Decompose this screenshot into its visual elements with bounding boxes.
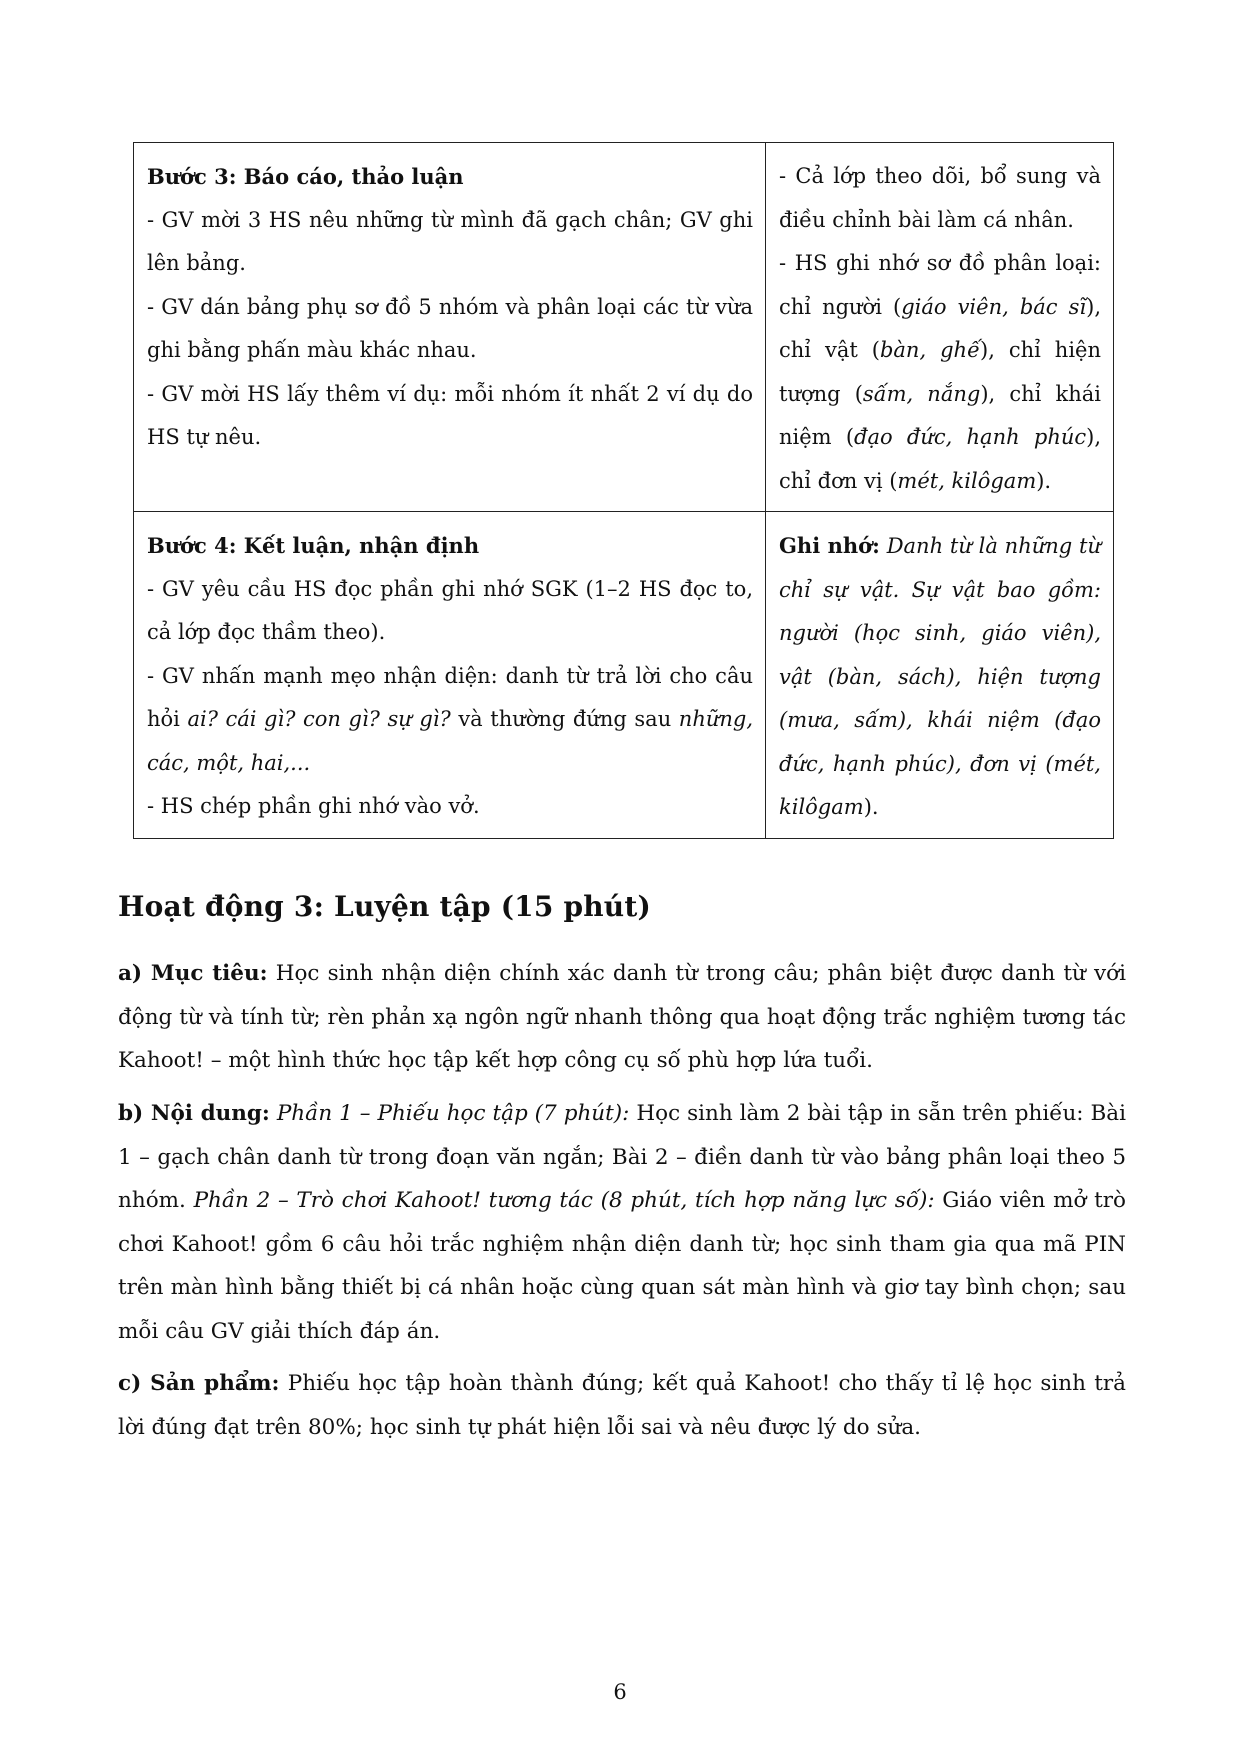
note-italic: mét, kilôgam	[779, 751, 1101, 819]
text-run: ), chỉ đơn vị (	[779, 425, 1102, 493]
step3-teacher-cell	[134, 143, 766, 512]
table-row	[134, 143, 1114, 512]
section-heading: Hoạt động 3: Luyện tập (15 phút)	[118, 890, 651, 923]
text-run: ), chỉ hiện tượng (	[779, 338, 1102, 406]
example-italic: bàn, ghế	[879, 338, 980, 362]
part1-text: Học sinh làm 2 bài tập in sẵn trên phiếu: Bài 1 – gạch chân danh từ trong đoạn văn ngắn; Bài 2 – điền danh từ vào bảng phân loại theo 5 nhóm.	[118, 1101, 1126, 1213]
step4-item-2	[147, 655, 753, 786]
step3-item-2: - GV dán bảng phụ sơ đồ 5 nhóm và phân loại các từ vừa ghi bằng phấn màu khác nhau.	[147, 294, 753, 362]
step4-note-cell	[766, 512, 1114, 839]
example-italic: giáo viên, bác sĩ	[901, 294, 1087, 319]
page-number: 6	[613, 1680, 627, 1704]
steps-table	[133, 142, 1114, 839]
text-run: ).	[863, 795, 879, 819]
product-text: Phiếu học tập hoàn thành đúng; kết quả Kahoot! cho thấy tỉ lệ học sinh trả lời đúng đạt trên 80%; học sinh tự phát hiện lỗi sai và nêu được lý do sửa.	[118, 1371, 1126, 1440]
step4-title: Bước 4: Kết luận, nhận định	[147, 533, 480, 558]
objective-label: a) Mục tiêu:	[118, 961, 268, 986]
step4-teacher-cell	[134, 512, 766, 839]
text-run: và thường đứng sau	[450, 707, 679, 731]
part1-italic: Phần 1 – Phiếu học tập (7 phút):	[276, 1101, 630, 1126]
text-run: ), chỉ khái niệm (	[779, 381, 1101, 449]
content-label: b) Nội dung:	[118, 1101, 270, 1126]
step4-item-3: - HS chép phần ghi nhớ vào vở.	[147, 794, 480, 818]
note-text	[779, 524, 1101, 830]
text-run: ).	[1036, 468, 1052, 493]
content-paragraph	[118, 1092, 1126, 1353]
objective-text: Học sinh nhận diện chính xác danh từ trong câu; phân biệt được danh từ với động từ và tính từ; rèn phản xạ ngôn ngữ nhanh thông qua hoạt động trắc nghiệm tương tác Kahoot! – một hình thức học tập kết hợp công cụ số phù hợp lứa tuổi.	[118, 961, 1126, 1073]
step3-title: Bước 3: Báo cáo, thảo luận	[147, 164, 464, 189]
text-run: ), chỉ vật (	[779, 294, 1101, 362]
step3-student-item-2	[779, 242, 1101, 503]
note-label: Ghi nhớ:	[779, 533, 880, 558]
text-run: - HS ghi nhớ sơ đồ phân loại: chỉ người (	[779, 251, 1101, 319]
step3-student-item-1: - Cả lớp theo dõi, bổ sung và điều chỉnh bài làm cá nhân.	[779, 164, 1101, 232]
table-row	[134, 512, 1114, 839]
example-italic: mét, kilôgam	[897, 468, 1037, 493]
product-label: c) Sản phẩm:	[118, 1371, 280, 1396]
quantifier-words-italic: những, các, một, hai,...	[147, 707, 754, 775]
note-italic: Danh từ là những từ chỉ sự vật. Sự vật bao gồm: người (học sinh, giáo viên), vật (bàn, sách), hiện tượng (mưa, sấm), khái niệm (đạo đức, hạnh phúc), đơn vị (	[779, 534, 1101, 776]
question-words-italic: ai? cái gì? con gì? sự gì?	[187, 707, 451, 731]
example-italic: đạo đức, hạnh phúc	[854, 425, 1087, 449]
step4-item-1: - GV yêu cầu HS đọc phần ghi nhớ SGK (1–2 HS đọc to, cả lớp đọc thầm theo).	[147, 576, 753, 644]
step3-item-1: - GV mời 3 HS nêu những từ mình đã gạch chân; GV ghi lên bảng.	[147, 207, 753, 275]
part2-italic: Phần 2 – Trò chơi Kahoot! tương tác (8 phút, tích hợp năng lực số):	[193, 1188, 935, 1213]
example-italic: sấm, nắng	[862, 381, 981, 406]
product-paragraph	[118, 1362, 1126, 1449]
step3-item-3: - GV mời HS lấy thêm ví dụ: mỗi nhóm ít nhất 2 ví dụ do HS tự nêu.	[147, 381, 753, 449]
text-run: - GV nhấn mạnh mẹo nhận diện: danh từ trả lời cho câu hỏi	[147, 663, 753, 731]
part2-text: Giáo viên mở trò chơi Kahoot! gồm 6 câu hỏi trắc nghiệm nhận diện danh từ; học sinh tham gia qua mã PIN trên màn hình bằng thiết bị cá nhân hoặc cùng quan sát màn hình và giơ tay bình chọn; sau mỗi câu GV giải thích đáp án.	[118, 1188, 1126, 1344]
step3-student-cell	[766, 143, 1114, 512]
objective-paragraph	[118, 952, 1126, 1083]
